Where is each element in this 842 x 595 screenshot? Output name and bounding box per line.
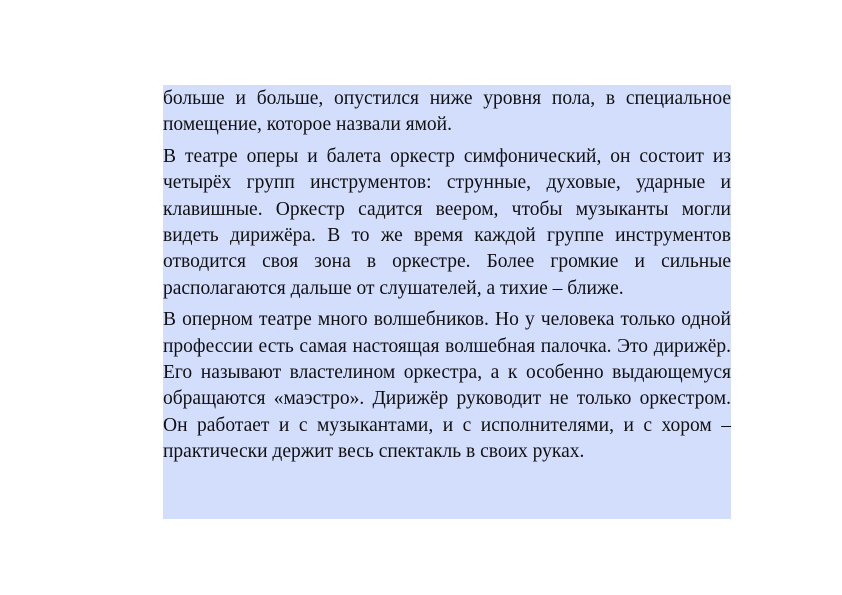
- text-block: [163, 85, 731, 519]
- paragraph-orchestra-groups: В театре оперы и балета оркестр симфонический, он состоит из четырёх групп инструментов: струнные, духовые, ударные и клавишные. Оркестр садится веером, чтобы музыканты могли видеть дирижёра. В то же время каждой группе инструментов отводится своя зона в оркестре. Более громкие и сильные располагаются дальше от слушателей, а тихие – ближе.: [163, 146, 731, 299]
- paragraph-orchestra-pit: больше и больше, опустился ниже уровня пола, в специальное помещение, которое назвали ямой.: [163, 88, 731, 136]
- paragraph-conductor: В оперном театре много волшебников. Но у человека только одной профессии есть самая настоящая волшебная палочка. Это дирижёр. Его называют властелином оркестра, а к особенно выдающемуся обращаются «маэстро». Дирижёр руководит не только оркестром. Он работает и с музыкантами, и с исполнителями, и с хором – практически держит весь спектакль в своих руках.: [163, 309, 731, 462]
